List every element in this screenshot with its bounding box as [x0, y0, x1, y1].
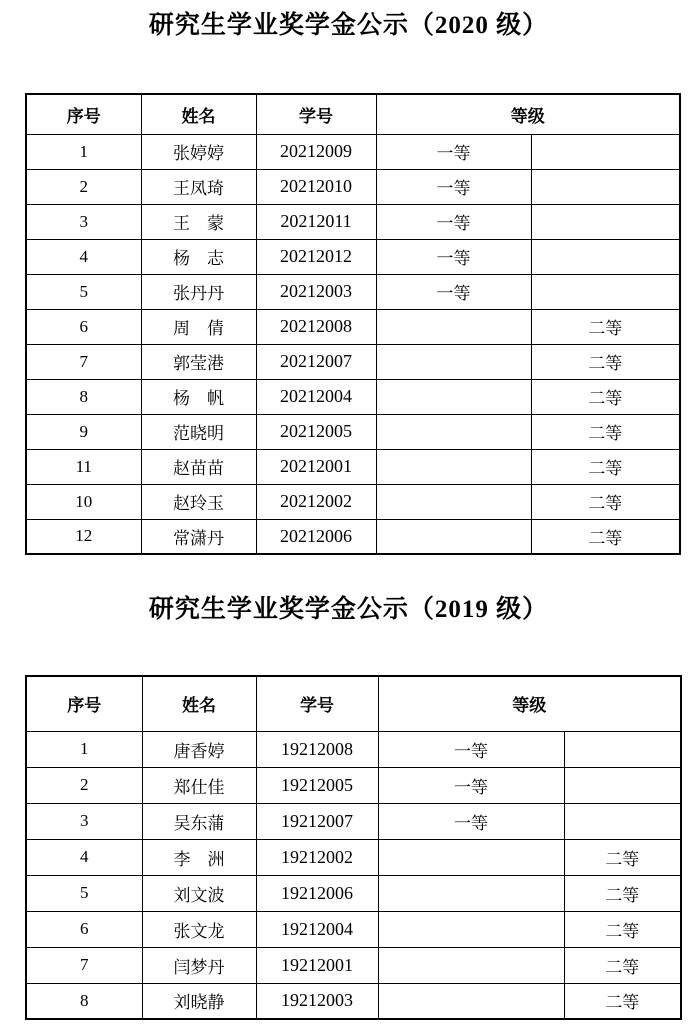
cell-student-id: 20212003 — [256, 274, 376, 309]
cell-name: 闫梦丹 — [142, 947, 256, 983]
cell-index: 2 — [26, 767, 142, 803]
table-row — [26, 414, 680, 449]
cell-index: 3 — [26, 803, 142, 839]
table-header — [26, 676, 681, 731]
cell-grade-second: 二等 — [564, 911, 681, 947]
cell-student-id: 20212008 — [256, 309, 376, 344]
cell-index: 3 — [26, 204, 141, 239]
cell-grade-second: 二等 — [531, 414, 680, 449]
cell-name: 王 蒙 — [141, 204, 256, 239]
cell-grade-first — [378, 911, 564, 947]
cell-grade-first — [376, 484, 531, 519]
cell-name: 范晓明 — [141, 414, 256, 449]
cell-student-id: 20212005 — [256, 414, 376, 449]
header-student-id: 学号 — [256, 676, 378, 731]
table-row — [26, 519, 680, 554]
cell-grade-first: 一等 — [376, 169, 531, 204]
table-row — [26, 449, 680, 484]
cell-grade-second — [564, 803, 681, 839]
cell-grade-second: 二等 — [531, 449, 680, 484]
cell-index: 4 — [26, 839, 142, 875]
cell-grade-second: 二等 — [531, 484, 680, 519]
cell-index: 7 — [26, 344, 141, 379]
cell-grade-second: 二等 — [531, 309, 680, 344]
cell-name: 刘文波 — [142, 875, 256, 911]
cell-grade-first — [378, 875, 564, 911]
cell-name: 张丹丹 — [141, 274, 256, 309]
cell-name: 刘晓静 — [142, 983, 256, 1019]
table-row — [26, 274, 680, 309]
table-row — [26, 911, 681, 947]
cell-grade-first: 一等 — [378, 767, 564, 803]
cell-name: 杨 帆 — [141, 379, 256, 414]
header-grade: 等级 — [378, 676, 681, 731]
cell-student-id: 20212004 — [256, 379, 376, 414]
cell-grade-first — [376, 379, 531, 414]
cell-grade-second — [531, 204, 680, 239]
cell-index: 5 — [26, 274, 141, 309]
table-row — [26, 204, 680, 239]
header-index: 序号 — [26, 94, 141, 134]
cell-index: 6 — [26, 309, 141, 344]
cell-student-id: 20212012 — [256, 239, 376, 274]
cell-grade-first — [376, 519, 531, 554]
cell-name: 唐香婷 — [142, 731, 256, 767]
cell-name: 张婷婷 — [141, 134, 256, 169]
document-title-2020: 研究生学业奖学金公示（2020 级） — [148, 12, 549, 39]
cell-index: 9 — [26, 414, 141, 449]
scholarship-table-2019 — [25, 675, 682, 1020]
cell-index: 10 — [26, 484, 141, 519]
cell-grade-first: 一等 — [376, 239, 531, 274]
cell-grade-second — [564, 731, 681, 767]
cell-grade-second: 二等 — [564, 875, 681, 911]
cell-student-id: 20212010 — [256, 169, 376, 204]
cell-name: 赵玲玉 — [141, 484, 256, 519]
table-row — [26, 169, 680, 204]
header-grade: 等级 — [376, 94, 680, 134]
table-row — [26, 803, 681, 839]
cell-grade-first — [378, 983, 564, 1019]
table-row — [26, 947, 681, 983]
cell-grade-second — [531, 169, 680, 204]
table-row — [26, 484, 680, 519]
header-row — [26, 676, 681, 731]
cell-grade-first — [376, 449, 531, 484]
cell-grade-second: 二等 — [564, 983, 681, 1019]
cell-grade-second — [531, 134, 680, 169]
cell-grade-second: 二等 — [531, 519, 680, 554]
cell-student-id: 19212002 — [256, 839, 378, 875]
header-index: 序号 — [26, 676, 142, 731]
cell-grade-second: 二等 — [564, 947, 681, 983]
cell-name: 张文龙 — [142, 911, 256, 947]
cell-student-id: 19212001 — [256, 947, 378, 983]
cell-grade-first — [378, 839, 564, 875]
cell-student-id: 20212002 — [256, 484, 376, 519]
cell-index: 1 — [26, 134, 141, 169]
table-row — [26, 875, 681, 911]
cell-grade-first: 一等 — [376, 204, 531, 239]
table-row — [26, 731, 681, 767]
cell-grade-second — [564, 767, 681, 803]
table-row — [26, 134, 680, 169]
cell-student-id: 19212006 — [256, 875, 378, 911]
cell-index: 12 — [26, 519, 141, 554]
cell-index: 11 — [26, 449, 141, 484]
table-row — [26, 239, 680, 274]
table-row — [26, 983, 681, 1019]
table-body — [26, 731, 681, 1019]
cell-name: 王凤琦 — [141, 169, 256, 204]
cell-student-id: 19212003 — [256, 983, 378, 1019]
cell-student-id: 20212009 — [256, 134, 376, 169]
header-name: 姓名 — [141, 94, 256, 134]
cell-index: 5 — [26, 875, 142, 911]
table-row — [26, 379, 680, 414]
cell-grade-first: 一等 — [378, 731, 564, 767]
cell-student-id: 20212006 — [256, 519, 376, 554]
cell-grade-second — [531, 274, 680, 309]
cell-name: 郭莹港 — [141, 344, 256, 379]
header-student-id: 学号 — [256, 94, 376, 134]
table-row — [26, 767, 681, 803]
cell-student-id: 19212005 — [256, 767, 378, 803]
cell-student-id: 19212004 — [256, 911, 378, 947]
cell-grade-first: 一等 — [376, 134, 531, 169]
cell-grade-first — [376, 414, 531, 449]
table-row — [26, 309, 680, 344]
cell-student-id: 20212001 — [256, 449, 376, 484]
cell-index: 7 — [26, 947, 142, 983]
cell-grade-second: 二等 — [531, 344, 680, 379]
cell-grade-first — [376, 344, 531, 379]
table-row — [26, 344, 680, 379]
header-name: 姓名 — [142, 676, 256, 731]
cell-name: 周 倩 — [141, 309, 256, 344]
document-title-2019: 研究生学业奖学金公示（2019 级） — [148, 596, 549, 623]
cell-grade-second: 二等 — [531, 379, 680, 414]
header-row — [26, 94, 680, 134]
cell-index: 8 — [26, 983, 142, 1019]
cell-index: 8 — [26, 379, 141, 414]
cell-name: 赵苗苗 — [141, 449, 256, 484]
scholarship-table-2020 — [25, 93, 681, 555]
cell-grade-first — [378, 947, 564, 983]
cell-index: 1 — [26, 731, 142, 767]
cell-name: 常潇丹 — [141, 519, 256, 554]
cell-index: 6 — [26, 911, 142, 947]
cell-grade-first: 一等 — [376, 274, 531, 309]
cell-student-id: 20212007 — [256, 344, 376, 379]
table-header — [26, 94, 680, 134]
cell-student-id: 20212011 — [256, 204, 376, 239]
cell-grade-second — [531, 239, 680, 274]
cell-index: 4 — [26, 239, 141, 274]
cell-name: 郑仕佳 — [142, 767, 256, 803]
cell-name: 杨 志 — [141, 239, 256, 274]
cell-name: 李 洲 — [142, 839, 256, 875]
cell-grade-first — [376, 309, 531, 344]
cell-index: 2 — [26, 169, 141, 204]
table-body — [26, 134, 680, 554]
table-row — [26, 839, 681, 875]
cell-student-id: 19212007 — [256, 803, 378, 839]
cell-grade-first: 一等 — [378, 803, 564, 839]
cell-student-id: 19212008 — [256, 731, 378, 767]
cell-name: 吴东蒲 — [142, 803, 256, 839]
cell-grade-second: 二等 — [564, 839, 681, 875]
